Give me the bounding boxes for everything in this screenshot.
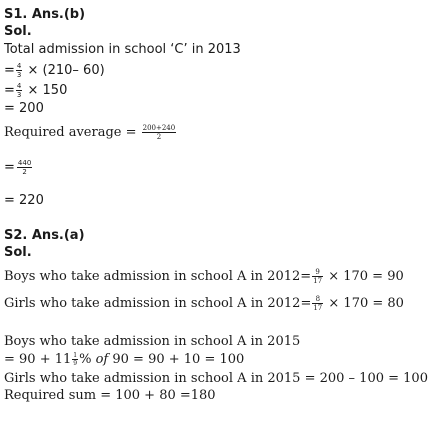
s1-intro: Total admission in school ‘C’ in 2013 bbox=[4, 42, 241, 57]
s2-heading: S2. Ans.(a) bbox=[4, 228, 85, 243]
fraction: $\frac{440}{2}$ bbox=[17, 159, 32, 176]
s1-heading: S1. Ans.(b) bbox=[4, 7, 86, 22]
s1-sol-label: Sol. bbox=[4, 24, 32, 39]
s2-girls-2015: Girls who take admission in school A in 2015 = 200 – 100 = 100 bbox=[4, 371, 428, 386]
s1-step1: = $\frac{4}{3}$ × (210– 60) bbox=[4, 62, 105, 79]
fraction: $\frac{200+240}{2}$ bbox=[142, 124, 176, 141]
s1-step3: = 200 bbox=[4, 101, 44, 116]
fraction: $\frac{4}{3}$ bbox=[16, 62, 22, 79]
s2-required-sum: Required sum = 100 + 80 =180 bbox=[4, 388, 216, 403]
s2-sol-label: Sol. bbox=[4, 245, 32, 260]
mixed-fraction: $\frac{1}{9}$ bbox=[73, 352, 78, 367]
s1-step2: = $\frac{4}{3}$ × 150 bbox=[4, 82, 68, 99]
s2-boys-2012: Boys who take admission in school A in 2012= $\frac{9}{17}$ × 170 = 90 bbox=[4, 268, 404, 285]
fraction: $\frac{8}{17}$ bbox=[313, 295, 323, 312]
fraction: $\frac{9}{17}$ bbox=[313, 268, 323, 285]
s2-boys-2015-calc: = 90 + 11 $\frac{1}{9}$ % of 90 = 90 + 10 = 100 bbox=[4, 352, 245, 367]
s1-avg-step: = $\frac{440}{2}$ bbox=[4, 159, 32, 176]
fraction: $\frac{4}{3}$ bbox=[16, 82, 22, 99]
s2-girls-2012: Girls who take admission in school A in 2012= $\frac{8}{17}$ × 170 = 80 bbox=[4, 295, 404, 312]
s2-boys-2015-intro: Boys who take admission in school A in 2015 bbox=[4, 334, 301, 349]
s1-required-average: Required average = $\frac{200+240}{2}$ bbox=[4, 124, 176, 141]
s1-result: = 220 bbox=[4, 193, 44, 208]
